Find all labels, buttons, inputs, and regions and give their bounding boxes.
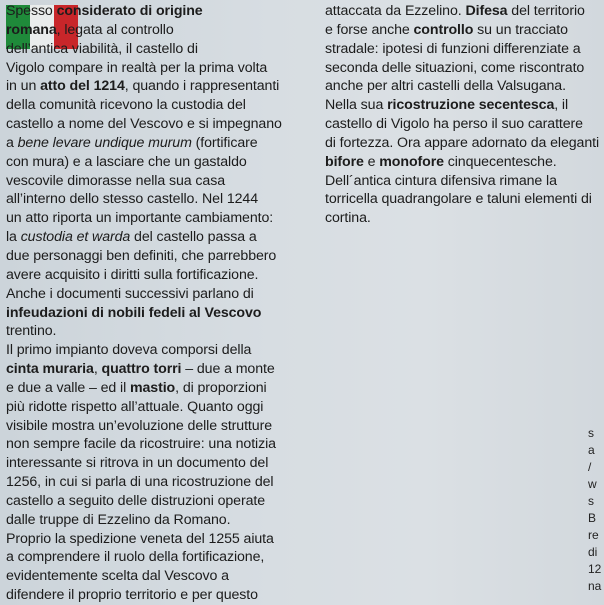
text-line xyxy=(325,115,603,134)
text-line xyxy=(6,341,306,360)
text-segment: non sempre facile da ricostruire: una notizia xyxy=(6,436,276,453)
text-line xyxy=(6,511,306,530)
text-segment: Dell´antica cintura difensiva rimane la xyxy=(325,172,557,189)
text-line xyxy=(6,21,306,40)
text-segment: – due a monte xyxy=(181,361,275,378)
text-segment: 1256, in cui si parla di una ricostruzione del xyxy=(6,474,274,491)
text-segment: Anche i documenti successivi parlano di xyxy=(6,285,254,302)
edge-fragment: na xyxy=(588,579,602,593)
text-line xyxy=(6,567,306,586)
text-segment: , xyxy=(93,361,102,378)
text-segment: visibile mostra un’evoluzione delle strutture xyxy=(6,417,272,434)
text-line xyxy=(6,322,306,341)
text-segment: e forse anche xyxy=(325,21,414,38)
text-line xyxy=(325,40,603,59)
text-segment: castello a nome del Vescovo e si impegnano xyxy=(6,116,282,133)
italic-phrase: custodia et warda xyxy=(20,229,131,246)
text-segment: difendere il proprio territorio e per questo xyxy=(6,587,258,604)
text-segment: su un tracciato xyxy=(473,21,568,38)
text-segment: cinquecentesche. xyxy=(443,153,557,170)
text-line xyxy=(6,435,306,454)
text-segment: la xyxy=(6,229,21,246)
edge-fragment: di xyxy=(588,545,598,559)
text-segment: , di proporzioni xyxy=(175,379,267,396)
text-segment: castello di Vigolo ha perso il suo carattere xyxy=(325,116,583,133)
text-segment: anche per altri castelli della Valsugana. xyxy=(325,78,566,95)
text-line xyxy=(6,586,306,605)
text-segment: castello a seguito delle distruzioni operate xyxy=(6,492,266,509)
text-segment: Vigolo compare in realtà per la prima volta xyxy=(6,59,268,76)
edge-fragment: s xyxy=(588,426,594,440)
edge-fragment: s xyxy=(588,494,594,508)
text-segment: evidentemente scelta dal Vescovo a xyxy=(6,568,229,585)
text-segment: all’interno dello stesso castello. Nel 1244 xyxy=(6,191,259,208)
text-line xyxy=(325,153,603,172)
bold-phrase: cinta muraria xyxy=(6,361,94,378)
text-segment: di fortezza. Ora appare adornato da eleganti xyxy=(325,134,600,151)
text-line xyxy=(325,59,603,78)
text-segment: più ridotte rispetto all’attuale. Quanto oggi xyxy=(6,398,264,415)
text-segment: Spesso xyxy=(6,3,57,19)
italic-phrase: bene levare undique murum xyxy=(17,134,192,151)
text-segment: trentino. xyxy=(6,323,57,340)
text-line xyxy=(6,473,306,492)
bold-phrase: Difesa xyxy=(465,3,508,19)
text-segment: avere acquisito i diritti sulla fortificazione. xyxy=(6,266,259,283)
text-segment: in un xyxy=(6,78,41,95)
bold-phrase: atto del 1214 xyxy=(40,78,125,95)
bold-phrase: quattro torri xyxy=(101,361,182,378)
text-segment: e xyxy=(363,153,380,170)
text-segment: un atto riporta un importante cambiamento: xyxy=(6,210,274,227)
text-line xyxy=(6,379,306,398)
text-line xyxy=(6,228,306,247)
text-line xyxy=(6,40,306,59)
text-segment: , il xyxy=(554,97,569,114)
text-segment: del castello passa a xyxy=(130,229,257,246)
text-segment: Nella sua xyxy=(325,97,388,114)
text-segment: a comprendere il ruolo della fortificazione, xyxy=(6,549,265,566)
text-segment: Il primo impianto doveva comporsi della xyxy=(6,342,252,359)
text-segment: e due a valle – ed il xyxy=(6,379,130,396)
text-segment: dalle truppe di Ezzelino da Romano. xyxy=(6,511,231,528)
text-line xyxy=(6,153,306,172)
text-line xyxy=(6,172,306,191)
text-line xyxy=(6,247,306,266)
text-line xyxy=(6,285,306,304)
text-segment: (fortificare xyxy=(191,134,258,151)
text-segment: attaccata da Ezzelino. xyxy=(325,3,466,19)
text-line xyxy=(6,2,306,21)
text-segment: dell’antica viabilità, il castello di xyxy=(6,40,198,57)
bold-phrase: romana xyxy=(6,21,57,38)
text-line xyxy=(325,21,603,40)
text-line xyxy=(325,190,603,209)
text-segment: vescovile dimorasse nella sua casa xyxy=(6,172,225,189)
bold-phrase: controllo xyxy=(413,21,474,38)
edge-fragment: / xyxy=(588,460,592,474)
edge-fragment: 12 xyxy=(588,562,602,576)
bold-phrase: monofore xyxy=(379,153,444,170)
text-segment: due personaggi ben definiti, che parrebbero xyxy=(6,247,277,264)
bold-phrase: considerato di origine xyxy=(56,3,203,19)
text-line xyxy=(325,77,603,96)
cropped-edge-text xyxy=(588,425,604,595)
bold-phrase: infeudazioni di nobili fedeli al Vescovo xyxy=(6,304,262,321)
text-line xyxy=(6,266,306,285)
text-segment: , quando i rappresentanti xyxy=(124,78,280,95)
text-line xyxy=(325,134,603,153)
text-line xyxy=(6,304,306,323)
text-segment: interessante si ritrova in un documento del xyxy=(6,455,269,472)
text-segment: cortina. xyxy=(325,210,371,227)
edge-fragment: a xyxy=(588,443,595,457)
text-segment: torricella quadrangolare e taluni elementi di xyxy=(325,191,592,208)
text-segment: stradale: ipotesi di funzioni differenziate a xyxy=(325,40,581,57)
text-line xyxy=(6,548,306,567)
bold-phrase: mastio xyxy=(130,379,176,396)
text-segment: , legata al controllo xyxy=(56,21,174,38)
text-line xyxy=(6,190,306,209)
text-line xyxy=(325,96,603,115)
bold-phrase: bifore xyxy=(325,153,364,170)
text-line xyxy=(6,360,306,379)
text-segment: Proprio la spedizione veneta del 1255 aiuta xyxy=(6,530,274,547)
text-line xyxy=(6,96,306,115)
edge-fragment: B xyxy=(588,511,597,525)
text-segment: della comunità ricevono la custodia del xyxy=(6,97,246,114)
text-line xyxy=(6,209,306,228)
text-line xyxy=(6,59,306,78)
text-line xyxy=(6,115,306,134)
text-line xyxy=(6,134,306,153)
text-segment: seconda delle situazioni, come riscontrato xyxy=(325,59,585,76)
left-text-column xyxy=(6,2,306,605)
text-segment: a xyxy=(6,134,18,151)
text-line xyxy=(6,454,306,473)
text-line xyxy=(6,492,306,511)
edge-fragment: re xyxy=(588,528,599,542)
text-line xyxy=(6,398,306,417)
edge-fragment: w xyxy=(588,477,597,491)
text-segment: del territorio xyxy=(507,3,585,19)
text-line xyxy=(6,77,306,96)
text-line xyxy=(325,2,603,21)
text-line xyxy=(325,172,603,191)
right-text-column xyxy=(325,2,603,228)
text-segment: con mura) e a lasciare che un gastaldo xyxy=(6,153,247,170)
text-line xyxy=(6,530,306,549)
bold-phrase: ricostruzione secentesca xyxy=(387,97,555,114)
text-line xyxy=(325,209,603,228)
text-line xyxy=(6,417,306,436)
